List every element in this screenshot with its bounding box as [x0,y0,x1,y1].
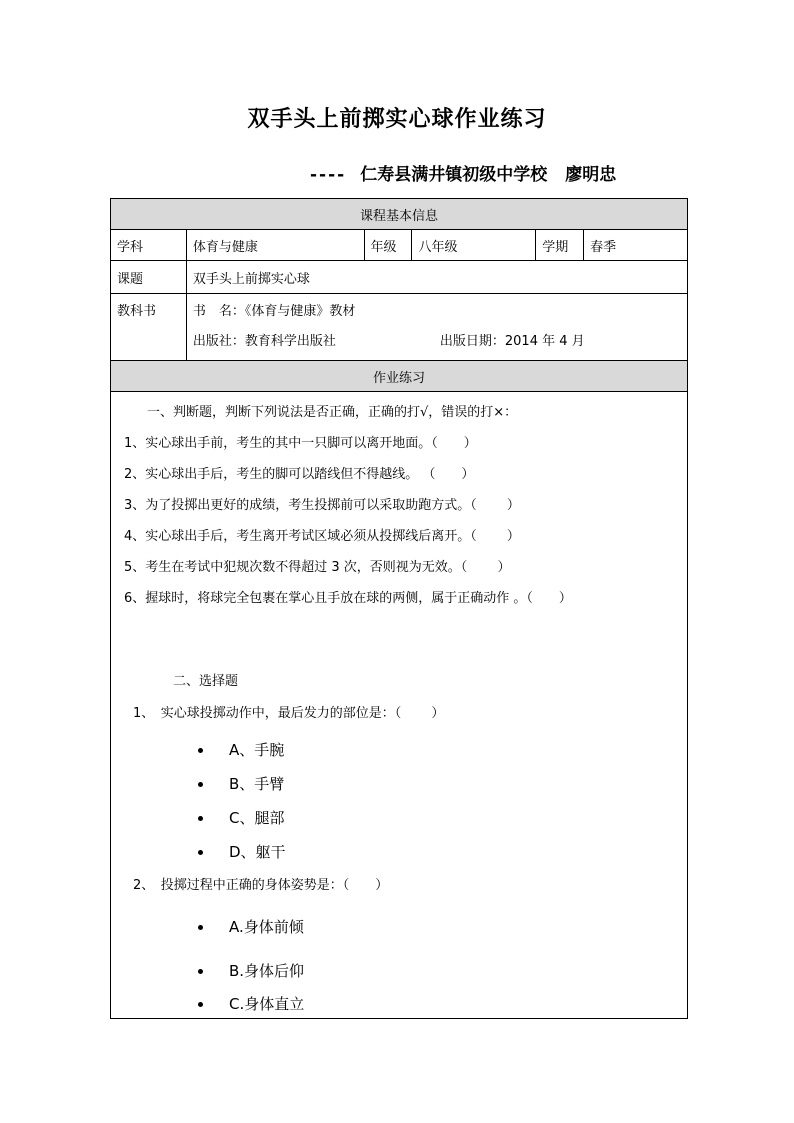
tf-item-3: 3、为了投掷出更好的成绩，考生投掷前可以采取助跑方式。（ ） [124,498,520,513]
tf-item-5: 5、考生在考试中犯规次数不得超过 3 次，否则视为无效。（ ） [124,560,511,575]
book-publisher-row [193,327,681,357]
term-label: 学期 [536,230,584,261]
mc-question-1: 1、 实心球投掷动作中，最后发力的部位是：（ ） [133,706,445,721]
exercise-header: 作业练习 [111,361,688,392]
q2-option-b: B.身体后仰 [198,960,304,981]
textbook-details [186,294,687,361]
topic-value: 双手头上前掷实心球 [186,261,687,294]
tf-item-4: 4、实心球出手后，考生离开考试区域必须从投掷线后离开。（ ） [124,529,520,544]
tf-item-6: 6、握球时，将球完全包裹在掌心且手放在球的两侧，属于正确动作 。（ ） [124,591,572,606]
q1-option-d: D、躯干 [198,841,286,862]
bullet-icon [198,969,203,974]
tf-item-1: 1、实心球出手前，考生的其中一只脚可以离开地面。（ ） [124,436,477,451]
bullet-icon [198,925,203,930]
subject-value: 体育与健康 [186,230,364,261]
book-name: 书 名：《体育与健康》教材 [192,304,356,319]
book-pub-date: 出版日期：2014 年 4 月 [439,334,585,349]
mc-title: 二、选择题 [173,674,239,689]
book-publisher: 出版社：教育科学出版社 [192,334,336,349]
author-name: 廖明忠 [565,165,617,185]
bullet-icon [198,850,203,855]
term-value: 春季 [584,230,688,261]
topic-label: 课题 [111,261,187,294]
q2-option-a: A.身体前倾 [198,916,304,937]
course-info-header: 课程基本信息 [111,199,688,230]
q2-option-c: C.身体直立 [198,993,304,1014]
bullet-icon [198,748,203,753]
q1-option-c: C、腿部 [198,807,284,828]
author-dashes: ---- [310,165,347,185]
tf-title: 一、判断题，判断下列说法是否正确，正确的打√，错误的打×： [147,405,518,420]
q1-option-a: A、手腕 [198,739,284,760]
grade-label: 年级 [364,230,412,261]
mc-question-2: 2、 投掷过程中正确的身体姿势是：（ ） [133,878,389,893]
grade-value: 八年级 [412,230,536,261]
textbook-label: 教科书 [111,294,187,361]
tf-item-2: 2、实心球出手后，考生的脚可以踏线但不得越线。 （ ） [124,467,475,482]
author-line [310,160,616,185]
exercise-box [110,391,688,1019]
bullet-icon [198,782,203,787]
author-school: 仁寿县满井镇初级中学校 [360,165,548,185]
document-title: 双手头上前掷实心球作业练习 [247,107,547,132]
bullet-icon [198,816,203,821]
q1-option-b: B、手臂 [198,773,284,794]
bullet-icon [198,1002,203,1007]
course-info-table [110,198,688,392]
subject-label: 学科 [111,230,187,261]
